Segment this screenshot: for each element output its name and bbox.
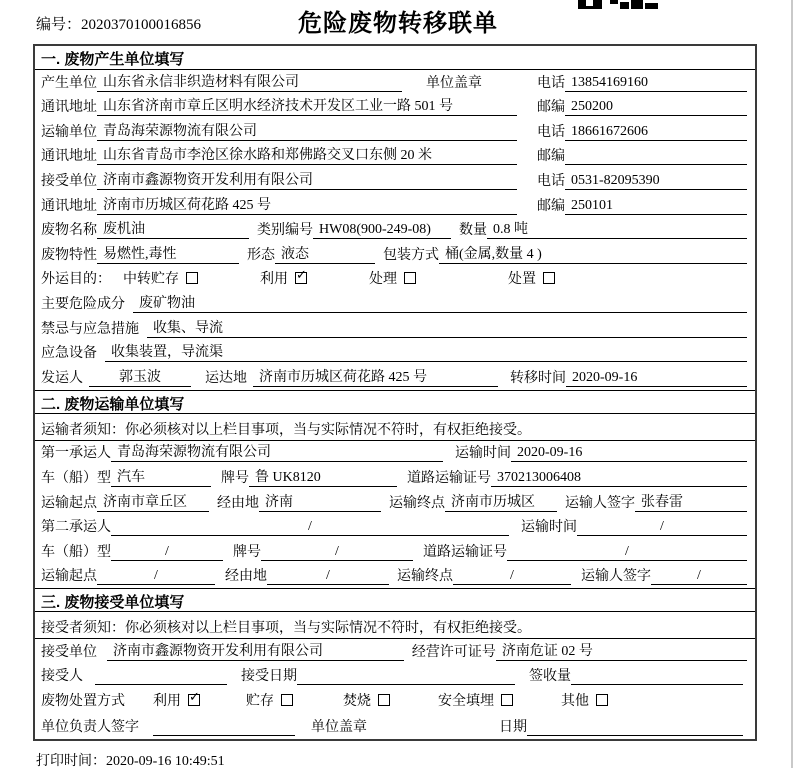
route-start-value: 济南市章丘区	[97, 494, 209, 512]
receiver-zip-label: 邮编	[537, 198, 565, 214]
receiver-unit-value: 济南市鑫源物资开发利用有限公司	[97, 172, 517, 190]
responsible-sign-row	[35, 713, 755, 739]
purpose-option-use: 利用 ✓	[260, 268, 307, 288]
producer-unit-label: 产生单位	[41, 75, 97, 91]
vehicle-type-row	[35, 465, 755, 490]
receiver-unit-row	[35, 168, 755, 193]
route2-start-value: /	[97, 567, 215, 585]
packing-method-value: 桶(金属,数量 4 )	[439, 246, 747, 264]
transporter-phone-label: 电话	[537, 124, 565, 140]
accept-unit-row	[35, 639, 755, 664]
route-end-label: 运输终点	[389, 495, 445, 511]
transfer-time-label: 转移时间	[510, 370, 566, 386]
checkbox-icon	[378, 694, 390, 706]
print-time	[36, 750, 225, 768]
responsible-sign-value	[153, 719, 295, 736]
route2-via-label: 经由地	[225, 569, 267, 585]
accept-date-value	[297, 668, 515, 685]
packing-method-label: 包装方式	[383, 247, 439, 263]
waste-form-value: 液态	[275, 246, 375, 264]
accept-date-label: 接受日期	[241, 669, 297, 685]
route2-start-label: 运输起点	[41, 569, 97, 585]
unit-stamp2-label: 单位盖章	[311, 720, 367, 736]
producer-address-value: 山东省济南市章丘区明水经济技术开发区工业一路 501 号	[97, 98, 517, 116]
route-end-value: 济南市历城区	[445, 494, 557, 512]
carrier2-sign-value: /	[651, 567, 747, 585]
purpose-option-dispose: 处置	[508, 271, 555, 288]
transport-time-value: 2020-09-16	[511, 444, 747, 462]
section-2-heading: 二. 废物运输单位填写	[35, 390, 755, 414]
purpose-option-treat: 处理	[369, 271, 416, 288]
hazard-component-row	[35, 291, 755, 316]
waste-quantity-label: 数量	[459, 223, 487, 239]
waste-name-value: 废机油	[97, 221, 249, 239]
receiver-notice: 接受者须知：你必须核对以上栏目事项，当与实际情况不符时，有权拒绝接受。	[35, 612, 755, 639]
transfer-purpose-row	[35, 267, 755, 292]
dispatch-row	[35, 365, 755, 390]
accept-person-label: 接受人	[41, 669, 83, 685]
vehicle-type-label: 车（船）型	[41, 470, 111, 486]
emergency-measures-value: 收集、导流	[147, 320, 747, 338]
producer-address-row	[35, 95, 755, 120]
plate-number2-label: 牌号	[233, 544, 261, 560]
transporter-notice: 运输者须知：你必须核对以上栏目事项，当与实际情况不符时，有权拒绝接受。	[35, 414, 755, 441]
receiver-zip-value: 250101	[565, 197, 747, 215]
hazard-component-label: 主要危险成分	[41, 296, 125, 312]
vehicle-type2-value: /	[111, 543, 223, 561]
plate-number-value: 鲁 UK8120	[249, 469, 397, 487]
disposal-option-incinerate: 焚烧	[343, 693, 390, 710]
transport-time2-label: 运输时间	[521, 520, 577, 536]
route2-row	[35, 564, 755, 589]
emergency-equipment-row	[35, 341, 755, 366]
transporter-zip-label: 邮编	[537, 149, 565, 165]
dispatcher-value: 郭玉波	[89, 369, 191, 387]
producer-zip-value: 250200	[565, 98, 747, 116]
producer-unit-row	[35, 70, 755, 95]
route2-via-value: /	[267, 567, 389, 585]
manifest-form-table	[33, 44, 757, 741]
print-time-label: 打印时间：	[36, 754, 106, 768]
destination-label: 运达地	[205, 370, 247, 386]
received-quantity-value	[571, 668, 743, 685]
route-row	[35, 490, 755, 515]
vehicle-type2-label: 车（船）型	[41, 544, 111, 560]
transporter-unit-value: 青岛海荣源物流有限公司	[97, 123, 517, 141]
serial-label: 编号：	[36, 17, 82, 33]
responsible-sign-label: 单位负责人签字	[41, 720, 139, 736]
producer-unit-value: 山东省永信非织造材料有限公司	[97, 74, 402, 92]
form-title: 危险废物转移联单	[298, 10, 498, 37]
disposal-method-row	[35, 688, 755, 713]
disposal-method-label: 废物处置方式	[41, 694, 125, 710]
emergency-equipment-value: 收集装置，导流渠	[105, 344, 747, 362]
waste-category-label: 类别编号	[257, 223, 313, 239]
hazard-component-value: 废矿物油	[133, 295, 747, 313]
dispatcher-label: 发运人	[41, 370, 83, 386]
waste-property-label: 废物特性	[41, 247, 97, 263]
sign-date-label: 日期	[499, 720, 527, 736]
disposal-option-storage: 贮存	[246, 693, 293, 710]
checkbox-icon	[501, 694, 513, 706]
checkbox-icon	[596, 694, 608, 706]
road-permit-label: 道路运输证号	[407, 470, 491, 486]
transporter-unit-label: 运输单位	[41, 124, 97, 140]
first-carrier-value: 青岛海荣源物流有限公司	[111, 444, 443, 462]
transporter-phone-value: 18661672606	[565, 123, 747, 141]
route2-end-value: /	[453, 567, 571, 585]
second-carrier-value: /	[111, 518, 509, 536]
vehicle-type-value: 汽车	[111, 469, 211, 487]
plate-number-label: 牌号	[221, 470, 249, 486]
transport-time-label: 运输时间	[455, 446, 511, 462]
receiver-address-row	[35, 193, 755, 218]
emergency-measures-row	[35, 316, 755, 341]
checkbox-icon	[281, 694, 293, 706]
waste-form-label: 形态	[247, 247, 275, 263]
second-carrier-label: 第二承运人	[41, 520, 111, 536]
receiver-address-label: 通讯地址	[41, 198, 97, 214]
destination-value: 济南市历城区荷花路 425 号	[253, 369, 498, 387]
route-via-label: 经由地	[217, 495, 259, 511]
accept-person-row	[35, 664, 755, 689]
accept-person-value	[95, 668, 227, 685]
waste-name-row	[35, 218, 755, 243]
accept-unit-value: 济南市鑫源物资开发利用有限公司	[107, 643, 404, 661]
transfer-time-value: 2020-09-16	[566, 369, 747, 387]
route-via-value: 济南	[259, 494, 381, 512]
producer-phone-label: 电话	[537, 75, 565, 91]
scan-page-edge	[791, 0, 793, 768]
transporter-address-row	[35, 144, 755, 169]
transporter-address-label: 通讯地址	[41, 149, 97, 165]
first-carrier-label: 第一承运人	[41, 446, 111, 462]
road-permit2-value: /	[507, 543, 747, 561]
transporter-zip-value	[565, 148, 747, 165]
road-permit-value: 370213006408	[491, 469, 747, 487]
transporter-address-value: 山东省青岛市李沧区徐水路和郑佛路交叉口东侧 20 米	[97, 147, 517, 165]
operating-license-value: 济南危证 02 号	[496, 643, 747, 661]
receiver-address-value: 济南市历城区荷花路 425 号	[97, 197, 517, 215]
waste-quantity-value: 0.8 吨	[487, 221, 747, 239]
purpose-option-storage: 中转贮存	[123, 271, 198, 288]
sign-date-value	[527, 719, 743, 736]
emergency-equipment-label: 应急设备	[41, 346, 97, 362]
unit-stamp-label: 单位盖章	[426, 75, 482, 91]
waste-property-value: 易燃性,毒性	[97, 246, 239, 264]
producer-zip-label: 邮编	[537, 100, 565, 116]
carrier-sign-label: 运输人签字	[565, 495, 635, 511]
carrier2-sign-label: 运输人签字	[581, 569, 651, 585]
transport-time2-value: /	[577, 518, 747, 536]
section-1-heading: 一. 废物产生单位填写	[35, 46, 755, 70]
carrier-sign-value: 张春雷	[635, 494, 747, 512]
accept-unit-label: 接受单位	[41, 644, 97, 660]
waste-property-row	[35, 242, 755, 267]
route2-end-label: 运输终点	[397, 569, 453, 585]
road-permit2-label: 道路运输证号	[423, 544, 507, 560]
receiver-phone-value: 0531-82095390	[565, 172, 747, 190]
section-3-heading: 三. 废物接受单位填写	[35, 588, 755, 612]
checkbox-icon	[404, 272, 416, 284]
operating-license-label: 经营许可证号	[411, 644, 496, 660]
transporter-unit-row	[35, 119, 755, 144]
first-carrier-row	[35, 441, 755, 466]
plate-number2-value: /	[261, 543, 413, 561]
producer-address-label: 通讯地址	[41, 100, 97, 116]
waste-category-value: HW08(900-249-08)	[313, 221, 451, 239]
checkbox-icon	[543, 272, 555, 284]
serial-value: 2020370100016856	[81, 17, 202, 33]
disposal-option-use: 利用 ✓	[153, 690, 200, 710]
producer-phone-value: 13854169160	[565, 74, 747, 92]
received-quantity-label: 签收量	[529, 669, 571, 685]
checkbox-icon	[186, 272, 198, 284]
disposal-option-other: 其他	[561, 693, 608, 710]
vehicle-type2-row	[35, 539, 755, 564]
receiver-phone-label: 电话	[537, 173, 565, 189]
checkbox-checked-icon: ✓	[189, 690, 200, 706]
route-start-label: 运输起点	[41, 495, 97, 511]
print-time-value: 2020-09-16 10:49:51	[106, 754, 225, 768]
waste-name-label: 废物名称	[41, 223, 97, 239]
checkbox-checked-icon: ✓	[296, 268, 307, 284]
second-carrier-row	[35, 515, 755, 540]
emergency-measures-label: 禁忌与应急措施	[41, 321, 139, 337]
transfer-purpose-label: 外运目的：	[41, 272, 111, 288]
receiver-unit-label: 接受单位	[41, 173, 97, 189]
disposal-option-landfill: 安全填埋	[438, 693, 513, 710]
